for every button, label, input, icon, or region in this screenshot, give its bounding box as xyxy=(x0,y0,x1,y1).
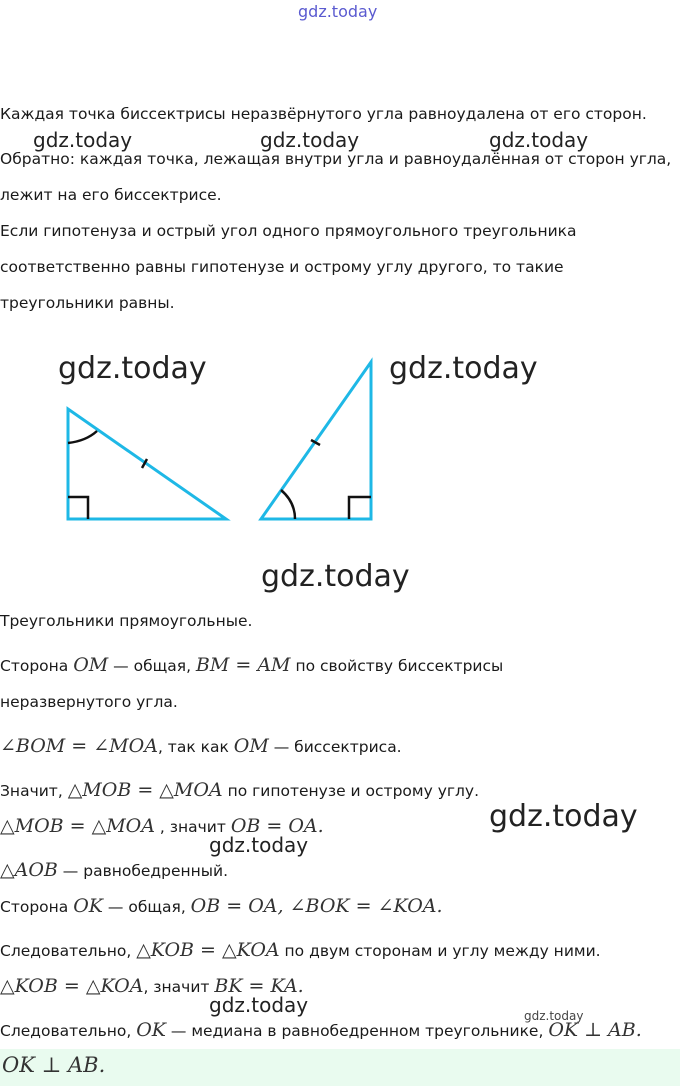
answer-box xyxy=(0,1049,680,1086)
solution-line: неразвернутого угла. xyxy=(0,693,178,711)
watermark: gdz.today xyxy=(58,351,207,386)
theory-line: треугольники равны. xyxy=(0,294,175,312)
theory-line: Если гипотенуза и острый угол одного прямоугольного треугольника xyxy=(0,222,577,240)
watermark: gdz.today xyxy=(209,993,309,1017)
solution-line: Сторона OM — общая, BM = AM по свойству биссектрисы xyxy=(0,654,504,676)
left-triangle xyxy=(68,409,226,519)
watermark: gdz.today xyxy=(389,351,538,386)
solution-line: Следовательно, OK — медиана в равнобедренном треугольнике, OK ⊥ AB. xyxy=(0,1019,642,1041)
watermark: gdz.today xyxy=(209,833,309,857)
angle-arc xyxy=(68,431,97,443)
solution-line: △AOB — равнобедренный. xyxy=(0,859,229,881)
theory-line: Обратно: каждая точка, лежащая внутри угла и равноудалённая от сторон угла, xyxy=(0,150,672,168)
solution-line: ∠BOM = ∠MOA, так как OM — биссектриса. xyxy=(0,735,402,757)
solution-line: Значит, △MOB = △MOA по гипотенузе и острому углу. xyxy=(0,779,480,801)
answer-text: OK ⊥ AB. xyxy=(2,1053,106,1077)
solution-line: △KOB = △KOA, значит BK = KA. xyxy=(0,975,304,997)
solution-line: Следовательно, △KOB = △KOA по двум сторонам и углу между ними. xyxy=(0,939,601,961)
watermark-top: gdz.today xyxy=(298,2,378,21)
solution-line: Сторона OK — общая, OB = OA, ∠BOK = ∠KOA. xyxy=(0,895,443,917)
right-angle-mark xyxy=(68,497,88,519)
solution-line: Треугольники прямоугольные. xyxy=(0,612,253,630)
theory-line: соответственно равны гипотенузе и острому углу другого, то такие xyxy=(0,258,564,276)
watermark: gdz.today xyxy=(261,559,410,594)
theory-line: лежит на его биссектрисе. xyxy=(0,186,222,204)
angle-arc xyxy=(281,490,295,519)
watermark: gdz.today xyxy=(489,799,638,834)
watermark: gdz.today xyxy=(524,1009,584,1023)
right-angle-mark xyxy=(349,497,371,519)
right-triangle xyxy=(261,362,371,519)
watermark: gdz.today xyxy=(489,128,589,152)
theory-line: Каждая точка биссектрисы неразвёрнутого угла равноудалена от его сторон. xyxy=(0,105,647,123)
solution-line: △MOB = △MOA , значит OB = OA. xyxy=(0,815,324,837)
watermark: gdz.today xyxy=(260,128,360,152)
watermark: gdz.today xyxy=(33,128,133,152)
